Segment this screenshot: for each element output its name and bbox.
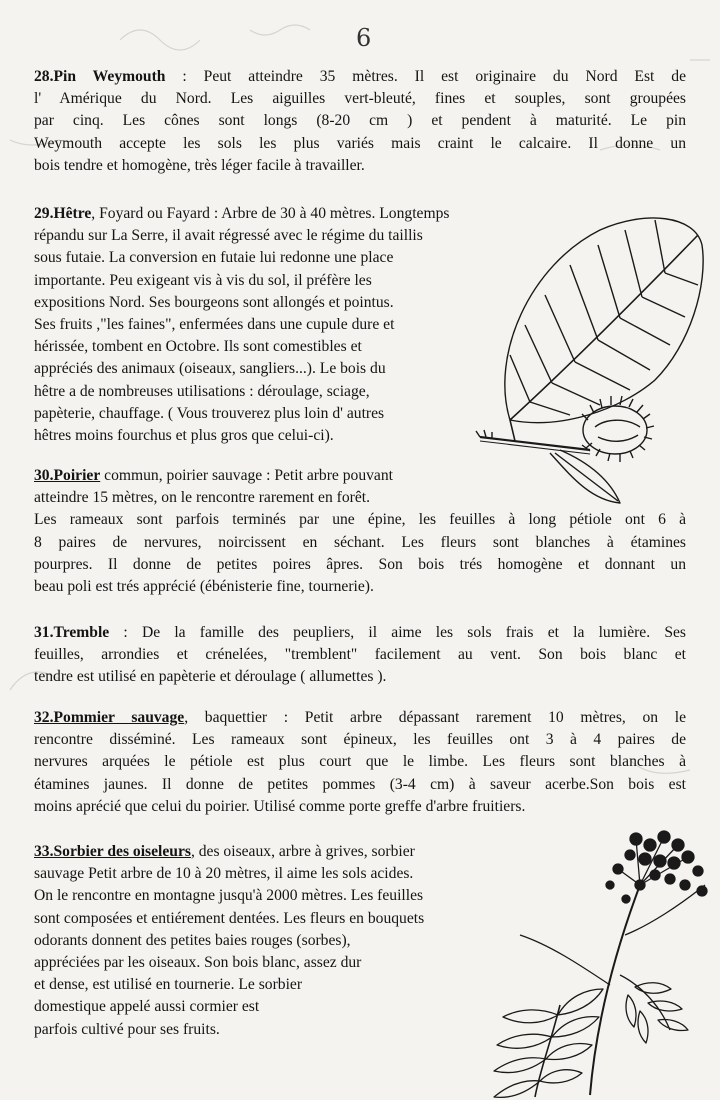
entry-line: atteindre 15 mètres, on le rencontre rarement en forêt. [34,489,370,507]
entry-line: bois tendre et homogène, très léger facile à travailler. [34,156,365,174]
entry-line: domestique appelé aussi cormier est [34,998,260,1016]
entry-line: sont composées et entiérement dentées. Les fleurs en bouquets [34,909,425,927]
page-number: 6 [356,24,372,52]
entry-title: 32.Pommier sauvage [34,709,185,726]
entry-line: 31.Tremble : De la famille des peupliers, il aime les sols frais et la lumière. Ses [34,624,686,641]
entry-line: nervures arquées le pétiole est plus court que le limbe. Les fleurs sont blanches à [34,753,686,771]
entry-tremble [34,622,686,689]
entry-line: moins aprécié que celui du poirier. Utilisé comme porte greffe d'arbre fruitiers. [34,797,526,815]
entry-line: feuilles, arrondies et crénelées, "tremblent" facilement au vent. Son bois blanc et [34,646,686,664]
entry-hetre [34,203,514,447]
entry-line: parfois cultivé pour ses fruits. [34,1020,220,1038]
entry-line: sous futaie. La conversion en futaie lui redonne une place [34,249,394,267]
entry-line: pourpres. Il donne de petites poires âpres. Son bois trés homogène et donnant un [34,555,686,573]
entry-line: hêtres moins fourchus et plus gros que celui-ci). [34,427,334,445]
entry-line: l' Amérique du Nord. Les aiguilles vert-bleuté, fines et souples, sont groupées [34,90,686,108]
entry-poirier [34,465,686,598]
entry-line: Les rameaux sont parfois terminés par une épine, les feuilles à long pétiole ont 6 à [34,511,686,529]
entry-line: Ses fruits ,"les faines", enfermées dans une cupule dure et [34,316,395,334]
entry-sorbier [34,841,474,1041]
entry-line: étamines jaunes. Il donne de petites pommes (3-4 cm) à saveur acerbe.Son bois est [34,775,686,793]
entry-title: 28.Pin Weymouth [34,68,166,85]
entry-line: appréciées par les oiseaux. Son bois blanc, assez dur [34,954,362,972]
entry-line: odorants donnent des petites baies rouges (sorbes), [34,931,351,949]
entry-line: tendre est utilisé en papèterie et déroulage ( allumettes ). [34,668,387,686]
entry-line: Weymouth accepte les sols les plus variés mais craint le calcaire. Il donne un [34,134,686,152]
entry-pommier-sauvage [34,707,686,818]
entry-line: 28.Pin Weymouth : Peut atteindre 35 mètres. Il est originaire du Nord Est de [34,68,686,85]
entry-line: On le rencontre en montagne jusqu'à 2000 mètres. Les feuilles [34,887,424,905]
entry-line: 32.Pommier sauvage, baquettier : Petit arbre dépassant rarement 10 mètres, on le [34,709,686,726]
entry-line: importante. Peu exigeant vis à vis du sol, il préfère les [34,271,372,289]
entry-line: expositions Nord. Ses bourgeons sont allongés et pointus. [34,293,394,311]
entry-line: répandu sur La Serre, il avait régressé avec le régime du taillis [34,227,423,245]
entry-title: 30.Poirier [34,467,101,484]
entry-line: 30.Poirier commun, poirier sauvage : Petit arbre pouvant [34,467,393,484]
entry-title: 29.Hêtre [34,205,92,222]
rowan-branch-illustration [440,815,720,1100]
entry-line: 29.Hêtre, Foyard ou Fayard : Arbre de 30 à 40 mètres. Longtemps [34,205,450,222]
entry-line: 8 paires de nervures, noircissent en séchant. Les fleurs sont blanches à étamines [34,533,686,551]
entry-line: hêtre a de nombreuses utilisations : déroulage, sciage, [34,382,370,400]
entry-title: 33.Sorbier des oiseleurs [34,843,191,860]
entry-line: appréciés des animaux (oiseaux, sangliers...). Le bois du [34,360,386,378]
entry-pin-weymouth [34,66,686,177]
entry-line: beau poli est trés apprécié (ébénisterie fine, tournerie). [34,578,374,596]
entry-line: sauvage Petit arbre de 10 à 20 mètres, il aime les sols acides. [34,865,414,883]
entry-line: rencontre disséminé. Les rameaux sont épineux, les feuilles ont 3 à 4 paires de [34,731,686,749]
entry-line: et dense, est utilisé en tournerie. Le sorbier [34,976,303,994]
beech-leaf-illustration [470,205,710,505]
entry-line: hérissée, tombent en Octobre. Ils sont comestibles et [34,338,362,356]
entry-title: 31.Tremble [34,624,110,641]
entry-line: papèterie, chauffage. ( Vous trouverez plus loin d' autres [34,404,385,422]
entry-line: 33.Sorbier des oiseleurs, des oiseaux, arbre à grives, sorbier [34,843,415,860]
entry-line: par cinq. Les cônes sont longs (8-20 cm ) et pendent à maturité. Le pin [34,112,686,130]
